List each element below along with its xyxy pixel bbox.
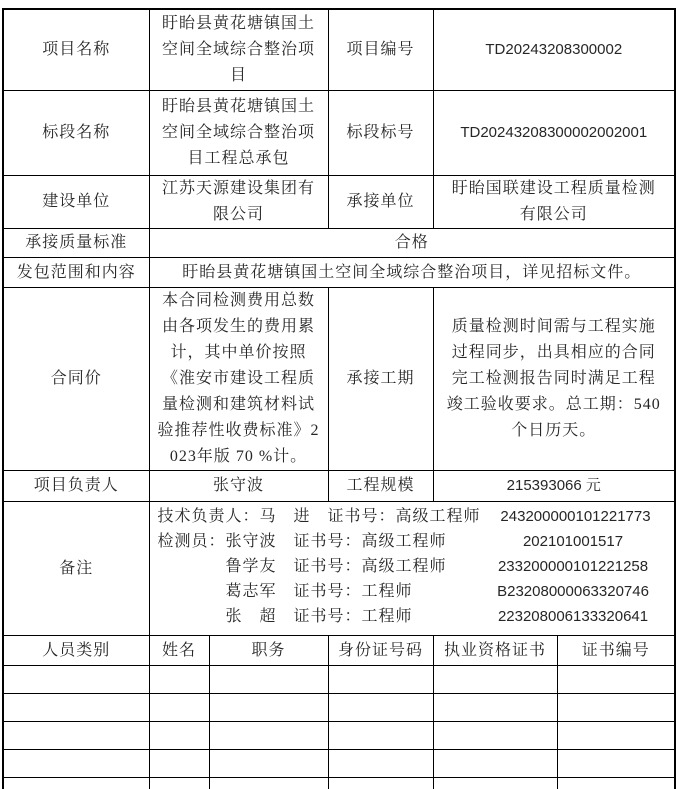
- section-number-value: TD20243208300002002001: [433, 91, 675, 176]
- empty-cell: [328, 722, 433, 750]
- empty-cell: [433, 666, 557, 694]
- remark-line: [158, 579, 669, 604]
- empty-cell: [433, 778, 557, 789]
- empty-cell: [557, 722, 675, 750]
- section-name-value: 盱眙县黄花塘镇国土空间全域综合整治项目工程总承包: [149, 91, 328, 176]
- empty-cell: [557, 778, 675, 789]
- empty-cell: [209, 750, 328, 778]
- empty-cell: [209, 722, 328, 750]
- remark-cert-number: 223208006133320641: [497, 608, 649, 625]
- personnel-name-header: 姓名: [149, 636, 209, 666]
- project-name-value: 盱眙县黄花塘镇国土空间全域综合整治项目: [149, 9, 328, 91]
- remark-person-title: 张 超 证书号：工程师: [157, 608, 413, 625]
- contract-period-label: 承接工期: [328, 288, 433, 471]
- empty-cell: [3, 666, 149, 694]
- project-number-value: TD20243208300002: [433, 9, 675, 91]
- contract-period-value: 质量检测时间需与工程实施过程同步，出具相应的合同完工检测报告同时满足工程竣工验收要求。总工期：540 个日历天。: [433, 288, 675, 471]
- empty-cell: [557, 750, 675, 778]
- remark-content: [149, 502, 675, 636]
- remark-line: [158, 604, 669, 629]
- project-scale-label: 工程规模: [328, 471, 433, 502]
- personnel-position-header: 职务: [209, 636, 328, 666]
- empty-cell: [433, 694, 557, 722]
- remark-person-title: 葛志军 证书号：工程师: [157, 583, 413, 600]
- empty-cell: [3, 694, 149, 722]
- section-name-label: 标段名称: [3, 91, 149, 176]
- empty-cell: [433, 750, 557, 778]
- empty-cell: [149, 694, 209, 722]
- scope-label: 发包范围和内容: [3, 258, 149, 288]
- personnel-idcard-header: 身份证号码: [328, 636, 433, 666]
- quality-standard-value: 合格: [149, 229, 675, 258]
- remark-cert-number: B23208000063320746: [497, 583, 649, 600]
- project-scale-value: 215393066 元: [433, 471, 675, 502]
- remark-person-title: 检测员：张守波 证书号：高级工程师: [157, 533, 447, 550]
- table-row-section: [3, 91, 675, 176]
- remark-person-title: 技术负责人：马 进 证书号：高级工程师: [157, 508, 481, 525]
- empty-cell: [149, 750, 209, 778]
- table-row-project-manager: [3, 471, 675, 502]
- contract-info-table: [2, 8, 676, 789]
- remark-person-title: 鲁学友 证书号：高级工程师: [157, 558, 447, 575]
- contract-price-value: 本合同检测费用总数由各项发生的费用累计，其中单价按照《淮安市建设工程质量检测和建筑材料试验推荐性收费标准》2023年版 70 %计。: [149, 288, 328, 471]
- builder-label: 建设单位: [3, 176, 149, 229]
- contract-price-label: 合同价: [3, 288, 149, 471]
- remark-cert-number: 233200000101221258: [497, 558, 649, 575]
- project-manager-label: 项目负责人: [3, 471, 149, 502]
- quality-standard-label: 承接质量标准: [3, 229, 149, 258]
- personnel-header-row: [3, 636, 675, 666]
- empty-cell: [557, 694, 675, 722]
- personnel-empty-row: [3, 722, 675, 750]
- builder-value: 江苏天源建设集团有限公司: [149, 176, 328, 229]
- remark-cert-number: 243200000101221773: [500, 508, 651, 525]
- empty-cell: [209, 694, 328, 722]
- remark-line: [158, 504, 669, 529]
- empty-cell: [3, 778, 149, 789]
- table-row-quality: [3, 229, 675, 258]
- empty-cell: [328, 694, 433, 722]
- empty-cell: [149, 722, 209, 750]
- personnel-empty-row: [3, 750, 675, 778]
- personnel-category-header: 人员类别: [3, 636, 149, 666]
- remark-line: [158, 554, 669, 579]
- empty-cell: [433, 722, 557, 750]
- personnel-certno-header: 证书编号: [557, 636, 675, 666]
- empty-cell: [3, 750, 149, 778]
- project-number-label: 项目编号: [328, 9, 433, 91]
- remark-label: 备注: [3, 502, 149, 636]
- project-manager-value: 张守波: [149, 471, 328, 502]
- empty-cell: [209, 778, 328, 789]
- table-row-contract-price: [3, 288, 675, 471]
- empty-cell: [328, 750, 433, 778]
- remark-cert-number: 202101001517: [522, 533, 624, 550]
- empty-cell: [209, 666, 328, 694]
- scope-value: 盱眙县黄花塘镇国土空间全域综合整治项目，详见招标文件。: [149, 258, 675, 288]
- personnel-empty-row: [3, 666, 675, 694]
- empty-cell: [149, 778, 209, 789]
- empty-cell: [328, 666, 433, 694]
- contractor-value: 盱眙国联建设工程质量检测有限公司: [433, 176, 675, 229]
- empty-cell: [557, 666, 675, 694]
- table-row-project: [3, 9, 675, 91]
- personnel-empty-rows: [3, 666, 675, 789]
- empty-cell: [328, 778, 433, 789]
- empty-cell: [149, 666, 209, 694]
- personnel-empty-row: [3, 778, 675, 789]
- contractor-label: 承接单位: [328, 176, 433, 229]
- remark-line: [158, 529, 669, 554]
- personnel-empty-row: [3, 694, 675, 722]
- table-row-builder: [3, 176, 675, 229]
- empty-cell: [3, 722, 149, 750]
- project-name-label: 项目名称: [3, 9, 149, 91]
- table-row-scope: [3, 258, 675, 288]
- table-row-remark: [3, 502, 675, 636]
- section-number-label: 标段标号: [328, 91, 433, 176]
- personnel-qualification-header: 执业资格证书: [433, 636, 557, 666]
